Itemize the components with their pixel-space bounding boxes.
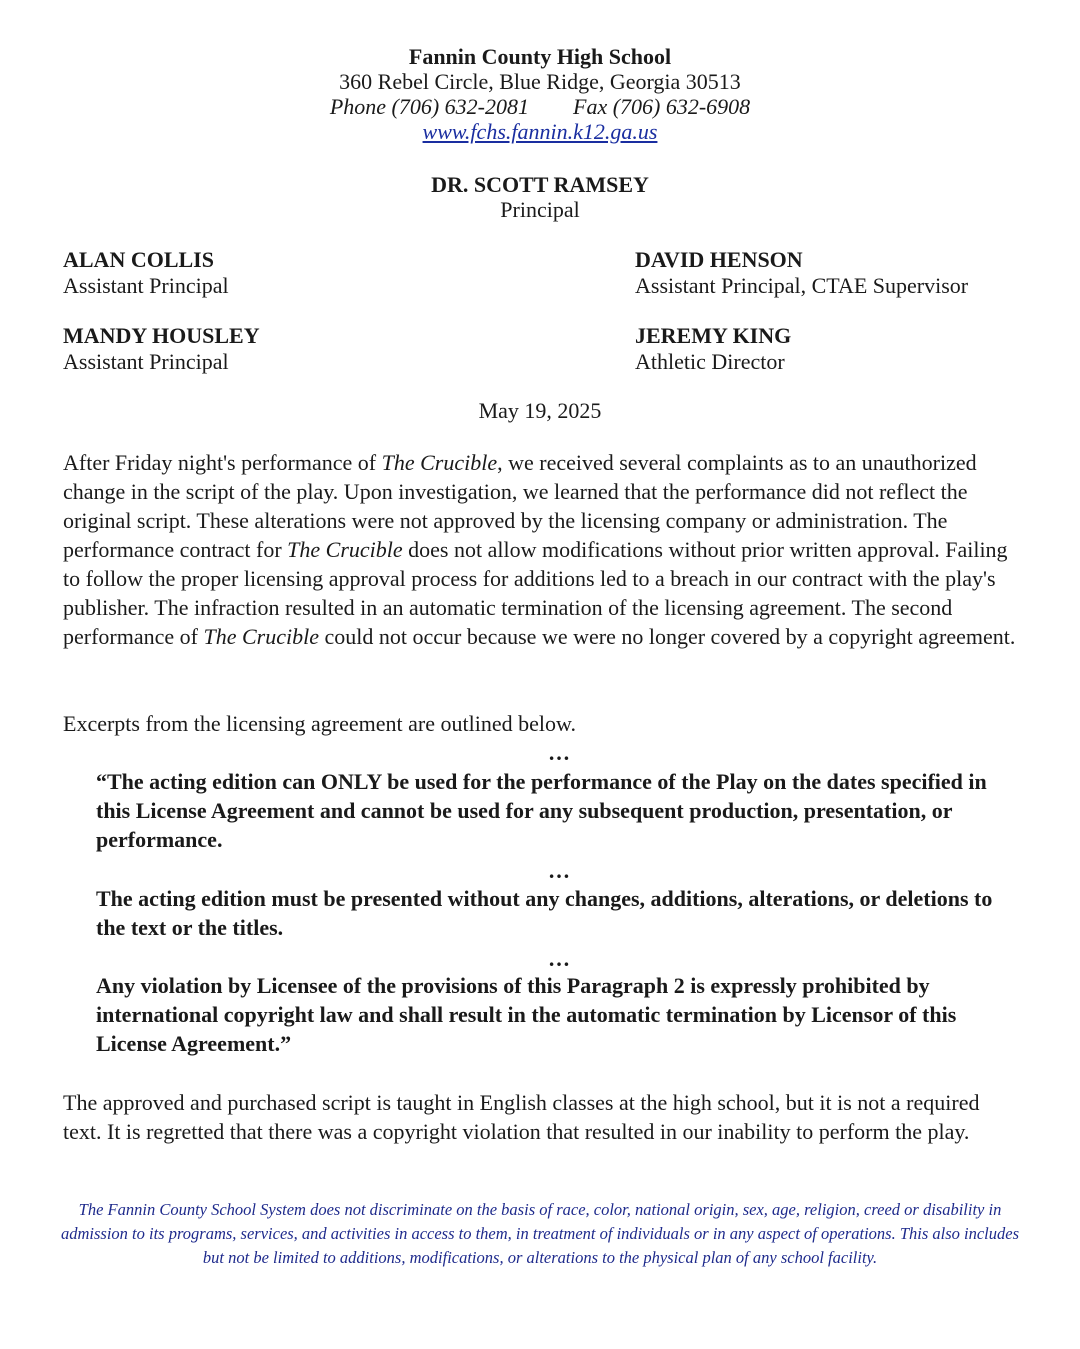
principal-block xyxy=(0,172,1080,222)
play-title: The Crucible xyxy=(203,624,319,649)
staff-entry xyxy=(635,323,791,375)
principal-name: DR. SCOTT RAMSEY xyxy=(431,172,649,197)
play-title: The Crucible xyxy=(287,537,403,562)
staff-name: DAVID HENSON xyxy=(635,247,803,272)
paragraph-text: , we received several complaints as to an unauthorized change in the script of the play. Upon investigation, we learned that the performance did not reflect the original script. These alterations were not approved by the licensing company or administration. The performance contract for xyxy=(63,450,977,562)
principal-title: Principal xyxy=(500,197,580,222)
phone-number: Phone (706) 632-2081 xyxy=(329,94,529,119)
ellipsis-separator: … xyxy=(548,740,570,765)
paragraph-text: After Friday night's performance of xyxy=(63,450,382,475)
staff-entry xyxy=(63,247,229,299)
play-title: The Crucible xyxy=(381,450,498,475)
license-quote: “The acting edition can ONLY be used for the performance of the Play on the dates specified in this License Agreement and cannot be used for any subsequent production, presentation, or performance. xyxy=(96,769,987,852)
paragraph-text: could not occur because we were no longer covered by a copyright agreement. xyxy=(318,624,1016,649)
letter-date: May 19, 2025 xyxy=(478,398,602,423)
paragraph-text: does not allow modifications without prior written approval. Failing to follow the proper licensing approval process for additions led to a breach in our contract with the play's publisher. The infraction resulted in an automatic termination of the licensing agreement. The second performance of xyxy=(63,537,1008,649)
nondiscrimination-footer: The Fannin County School System does not discriminate on the basis of race, color, national origin, sex, age, religion, creed or disability in admission to its programs, services, and activities in access to them, in treatment of individuals or in any aspect of operations. This also includes but not be limited to additions, modifications, or alterations to the physical plan of any school facility. xyxy=(61,1200,1019,1267)
staff-title: Assistant Principal xyxy=(63,273,229,298)
staff-entry xyxy=(63,323,260,375)
license-quote: The acting edition must be presented without any changes, additions, alterations, or deletions to the text or the titles. xyxy=(96,886,993,940)
excerpts-intro: Excerpts from the licensing agreement are outlined below. xyxy=(63,711,576,736)
staff-name: ALAN COLLIS xyxy=(63,247,214,272)
closing-paragraph: The approved and purchased script is taught in English classes at the high school, but it is not a required text. It is regretted that there was a copyright violation that resulted in our inability to perform the play. xyxy=(63,1090,980,1144)
ellipsis-separator: … xyxy=(548,946,570,971)
contact-line xyxy=(0,94,1080,119)
license-quote: Any violation by Licensee of the provisions of this Paragraph 2 is expressly prohibited by international copyright law and shall result in the automatic termination by Licensor of this License Agreement.” xyxy=(96,973,957,1056)
school-name: Fannin County High School xyxy=(408,44,672,69)
staff-name: JEREMY KING xyxy=(635,323,792,348)
body-paragraph xyxy=(63,448,1023,651)
letterhead xyxy=(0,44,1080,144)
school-address: 360 Rebel Circle, Blue Ridge, Georgia 30513 xyxy=(339,69,741,94)
staff-entry xyxy=(635,247,968,299)
staff-title: Athletic Director xyxy=(635,349,785,374)
staff-name: MANDY HOUSLEY xyxy=(63,323,260,348)
fax-number: Fax (706) 632-6908 xyxy=(573,94,751,119)
staff-title: Assistant Principal, CTAE Supervisor xyxy=(635,273,969,298)
staff-title: Assistant Principal xyxy=(63,349,229,374)
website-link[interactable]: www.fchs.fannin.k12.ga.us xyxy=(422,119,658,144)
ellipsis-separator: … xyxy=(548,858,570,883)
